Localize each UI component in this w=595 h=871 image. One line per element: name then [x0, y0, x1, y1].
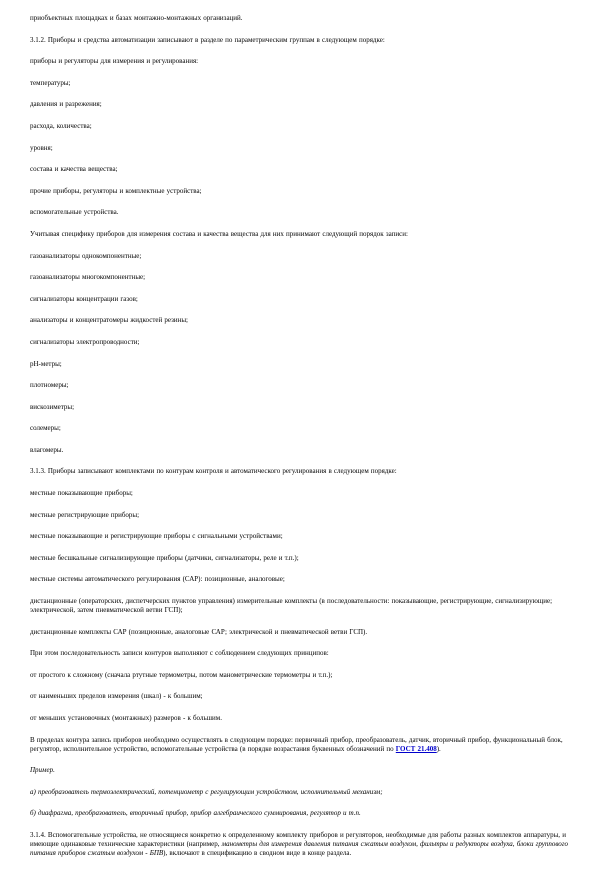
paragraph-principles: При этом последовательность записи контуров выполняют с соблюдением следующих принципов: — [30, 649, 329, 658]
example-a: а) преобразователь термоэлектрический, потенциометр с регулирующим устройством, исполнительный механизм; — [30, 787, 383, 796]
list-item: дистанционные комплекты САР (позиционные, аналоговые САР; электрической и пневматической ветви ГСП). — [30, 627, 368, 636]
paragraph-composition-order: Учитывая специфику приборов для измерения состава и качества вещества для них принимают следующий порядок записи: — [30, 229, 408, 238]
list-item: расхода, количества; — [30, 121, 92, 130]
list-item: анализаторы и концентратомеры жидкостей резины; — [30, 316, 188, 325]
list-item: приборы и регуляторы для измерения и регулирования: — [30, 57, 199, 66]
list-item: сигнализаторы электропроводности; — [30, 337, 140, 346]
list-item: местные показывающие и регистрирующие приборы с сигнальными устройствами; — [30, 532, 283, 541]
paragraph-1: приобъектных площадках и базах монтажно-монтажных организаций. — [30, 14, 243, 22]
list-item: газоанализаторы однокомпонентные; — [30, 251, 142, 260]
list-item: солемеры; — [30, 424, 61, 433]
list-item: плотномеры; — [30, 381, 69, 390]
paragraph-contour-order — [30, 736, 570, 754]
list-item: pH-метры; — [30, 359, 62, 368]
list-item: местные показывающие приборы; — [30, 489, 133, 498]
paragraph-clause-3-1-4 — [30, 831, 570, 858]
list-item: вискозиметры; — [30, 402, 75, 411]
list-item: местные бесшкальные сигнализирующие приборы (датчики, сигнализаторы, реле и т.п.); — [30, 553, 299, 562]
list-item: от меньших установочных (монтажных) размеров - к большим. — [30, 714, 222, 722]
paragraph-text: В пределах контура запись приборов необходимо осуществлять в следующем порядке: первичный прибор, преобразователь, датчик, вторичный прибор, функциональный блок, регулятор, исполнительное устройство, вспомогательные устройства (в порядке возрастания буквенных обозначений по — [30, 735, 563, 753]
list-item: газоанализаторы многокомпонентные; — [30, 273, 146, 282]
example-b: б) диафрагма, преобразователь, вторичный прибор, прибор алгебраического суммирования, регулятор и т.п. — [30, 809, 361, 818]
list-item: влагомеры. — [30, 445, 64, 454]
list-item: вспомогательные устройства. — [30, 208, 119, 217]
list-item: уровня; — [30, 143, 53, 152]
gost-21-408-link[interactable]: ГОСТ 21.408 — [395, 744, 437, 753]
list-item: сигнализаторы концентрации газов; — [30, 294, 138, 303]
list-item: давления и разрежения; — [30, 100, 102, 109]
list-item: от наименьших пределов измерения (шкал) - к большим; — [30, 692, 203, 701]
paragraph-clause-3-1-2: 3.1.2. Приборы и средства автоматизации записывают в разделе по параметрическим группам в следующем порядке: — [30, 35, 385, 44]
paragraph-text: 3.1.4. Вспомогательные устройства, не относящиеся конкретно к определенному комплекту приборов и регуляторов, необходимые для работы разных комплектов аппаратуры, и имеющие одинаковые технические характеристики (например, — [30, 830, 566, 848]
list-item: от простого к сложному (сначала ртутные термометры, потом манометрические термометры и т.п.); — [30, 670, 333, 679]
document-page — [30, 14, 570, 871]
example-heading: Пример. — [30, 766, 55, 775]
list-item: местные регистрирующие приборы; — [30, 510, 140, 519]
paragraph-tail: ). — [436, 744, 441, 753]
list-item: местные системы автоматического регулирования (САР): позиционные, аналоговые; — [30, 575, 285, 584]
list-item: прочие приборы, регуляторы и комплектные устройства; — [30, 186, 202, 195]
paragraph-tail: ), включают в спецификацию в сводном виде в конце раздела. — [163, 848, 352, 857]
paragraph-italic-part: манометры для измерения давления питания сжатым воздухом, фильтры и редукторы воздуха, блоки группового питания приборов сжатым воздухом - БПВ — [30, 839, 569, 857]
list-item: состава и качества вещества; — [30, 165, 118, 174]
list-item: температуры; — [30, 78, 71, 87]
list-item: дистанционные (операторских, диспетчерских пунктов управления) измерительные комплекты (в последовательности: показывающие, регистрирующие, сигнализирующие; электрической, затем пневматической ветви ГСП); — [30, 597, 553, 615]
paragraph-clause-3-1-3: 3.1.3. Приборы записывают комплектами по контурам контроля и автоматического регулирования в следующем порядке: — [30, 467, 397, 476]
